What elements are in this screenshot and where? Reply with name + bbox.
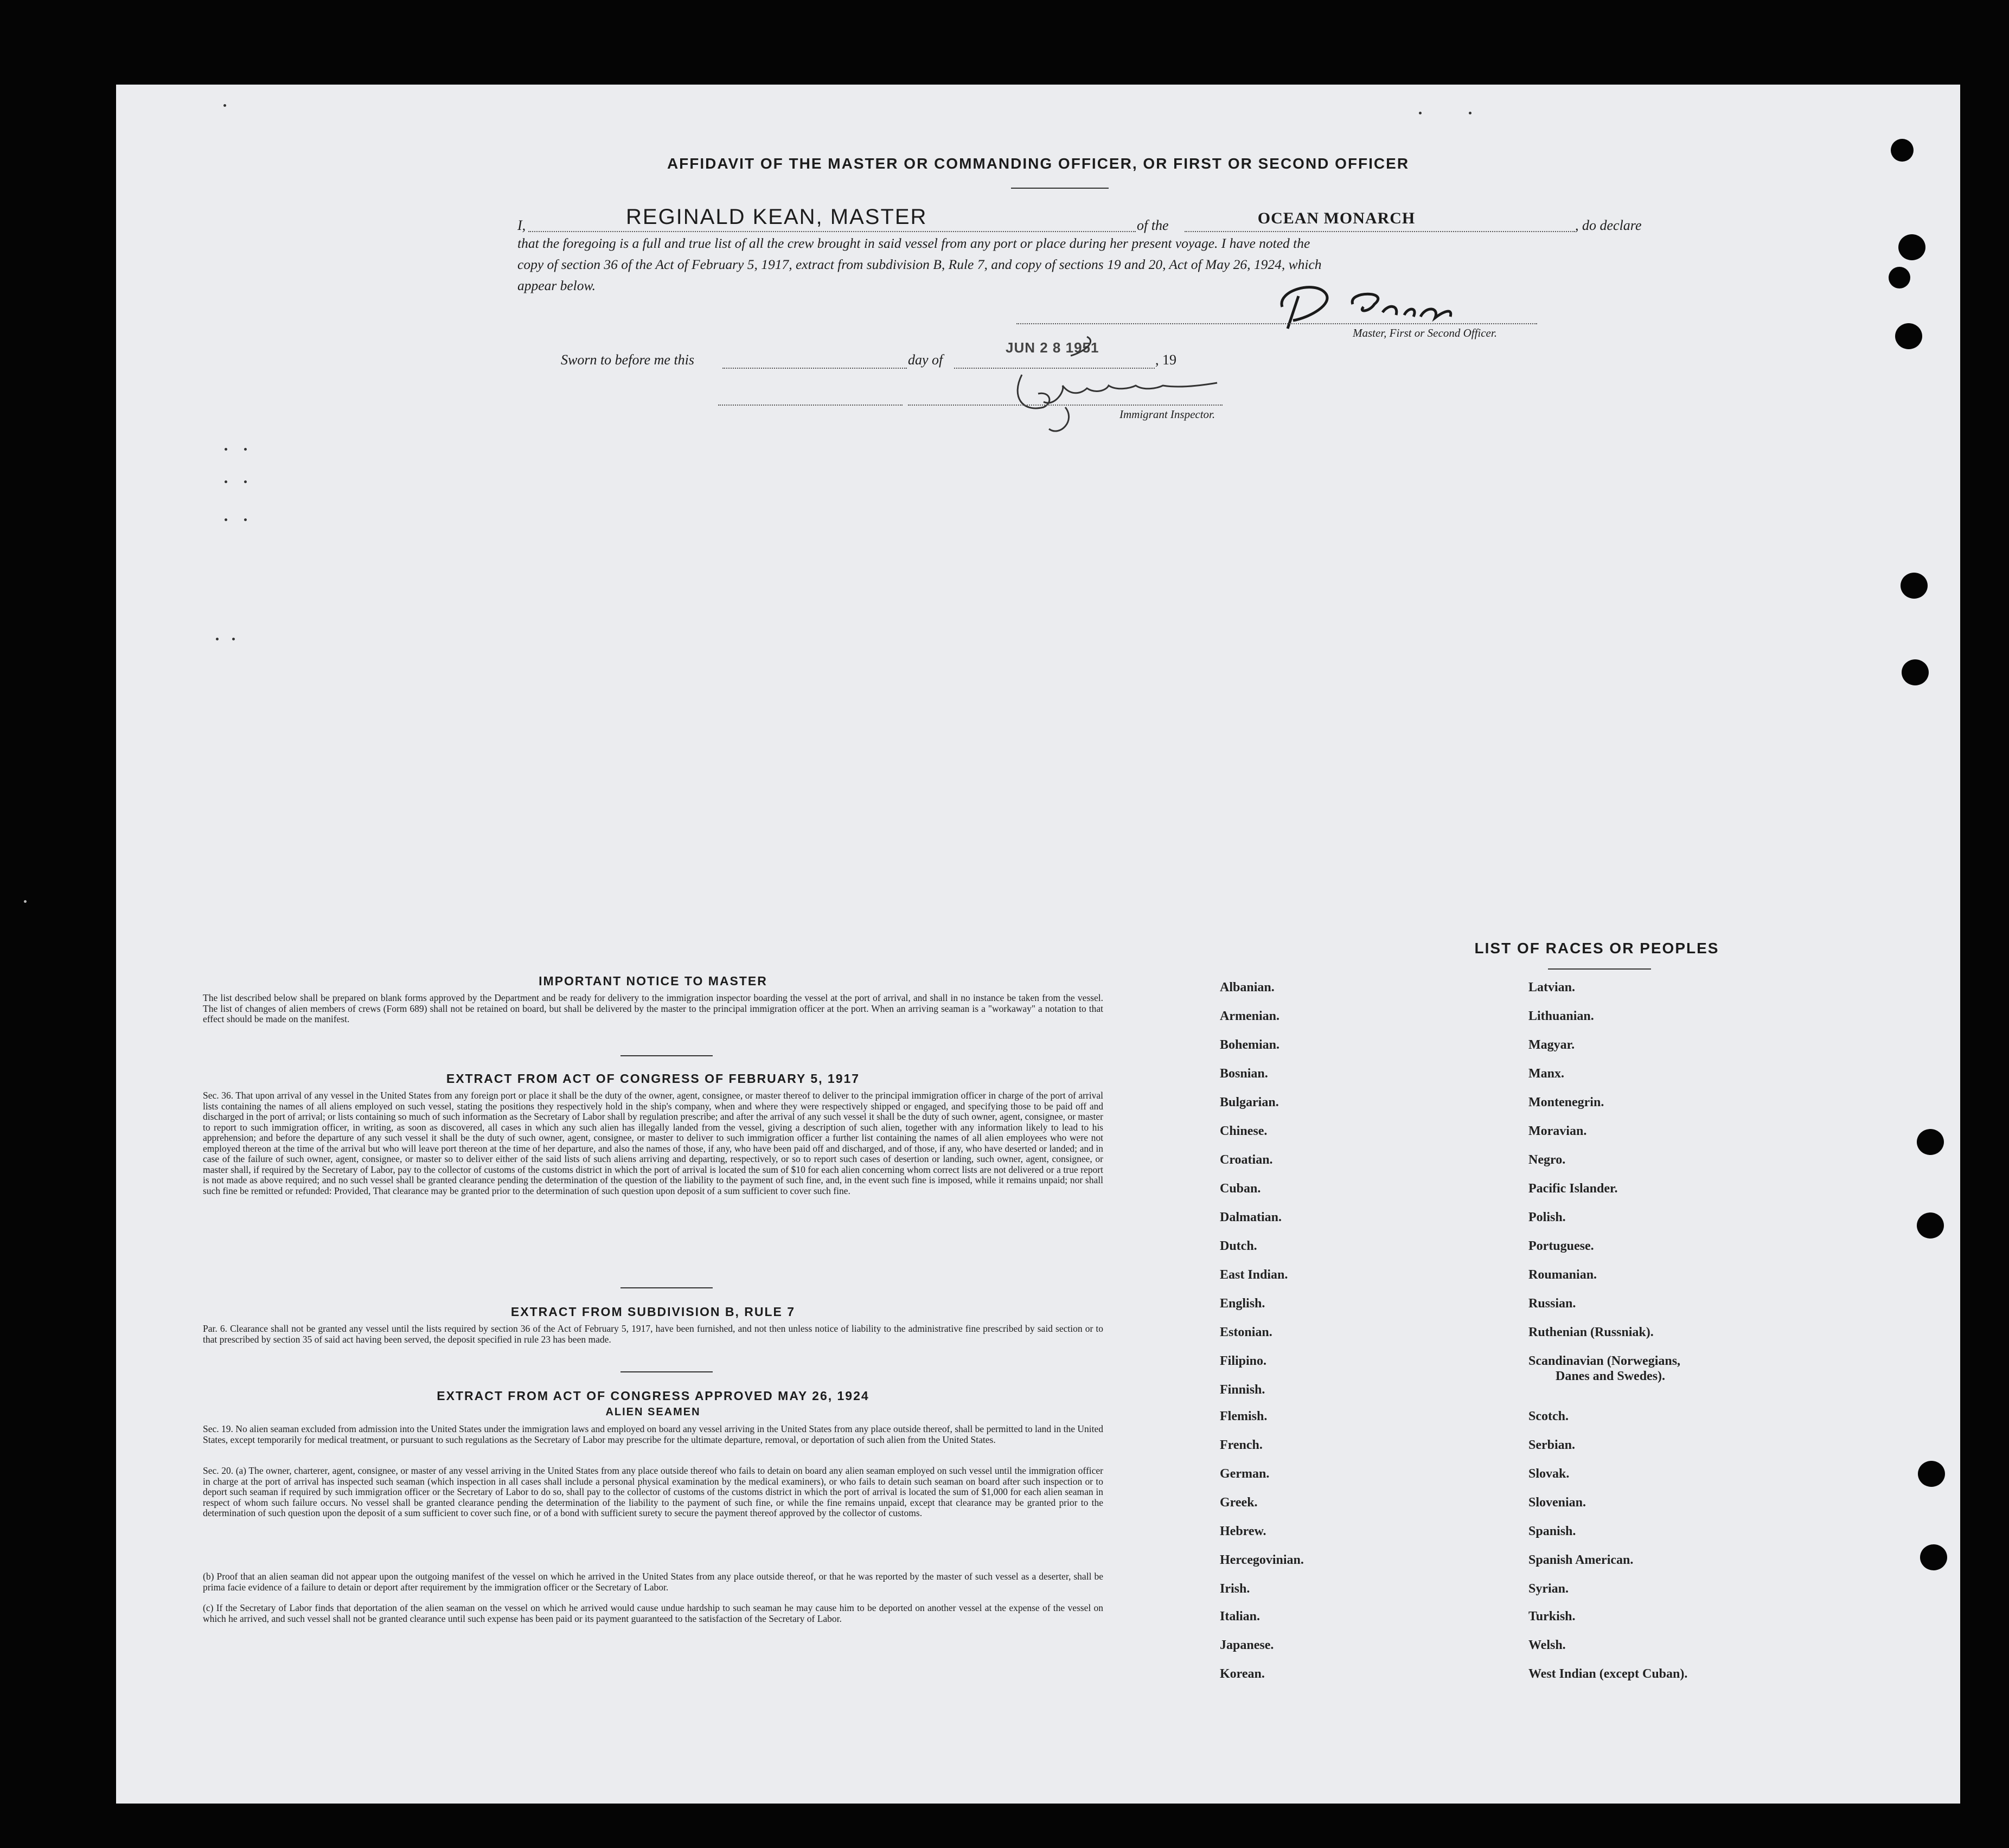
- race-left: Bosnian.: [1220, 1067, 1268, 1081]
- binder-hole: [1918, 1461, 1945, 1487]
- races-divider: [1548, 968, 1651, 970]
- binder-hole: [1902, 659, 1929, 685]
- i-label: I,: [517, 217, 526, 233]
- binder-hole: [1917, 1129, 1944, 1155]
- race-left: Estonian.: [1220, 1325, 1272, 1339]
- race-left: German.: [1220, 1467, 1270, 1481]
- race-left: Korean.: [1220, 1667, 1265, 1681]
- race-left: East Indian.: [1220, 1268, 1288, 1282]
- race-left: Albanian.: [1220, 980, 1275, 994]
- race-right: Russian.: [1528, 1297, 1576, 1311]
- race-right: Pacific Islander.: [1528, 1182, 1618, 1196]
- sec20b-text: (b) Proof that an alien seaman did not appear upon the outgoing manifest of the vessel on which he arrived in the United States from any place outside thereof, or that he was reported by the master of such vessel as a deserter, shall be prima facie evidence of a failure to detain or deport after requirement by the immigration officer or the Secretary of Labor.: [203, 1571, 1103, 1593]
- race-right: Welsh.: [1528, 1638, 1566, 1652]
- race-left: Hebrew.: [1220, 1524, 1266, 1538]
- race-right: Syrian.: [1528, 1582, 1569, 1596]
- sec20c-text: (c) If the Secretary of Labor finds that deportation of the alien seaman on the vessel on which he arrived would cause undue hardship to such seaman he may cause him to be deported on another vessel at the expense of the vessel on which he arrived, and such vessel shall not be granted clearance until such expense has been paid or its payment guaranteed to the satisfaction of the Secretary of Labor.: [203, 1602, 1103, 1624]
- race-left: Flemish.: [1220, 1409, 1268, 1423]
- stray-mark: [223, 104, 226, 107]
- race-right: Slovak.: [1528, 1467, 1570, 1481]
- affidavit-title: AFFIDAVIT OF THE MASTER OR COMMANDING OFFICER, OR FIRST OR SECOND OFFICER: [667, 155, 1410, 172]
- extract-1917-divider: [620, 1287, 713, 1288]
- stray-mark: [225, 480, 227, 483]
- binder-hole: [1917, 1212, 1944, 1239]
- stray-mark: [225, 448, 227, 451]
- race-right: Montenegrin.: [1528, 1095, 1604, 1109]
- race-left: Armenian.: [1220, 1009, 1279, 1023]
- race-left: Finnish.: [1220, 1383, 1265, 1397]
- inspector-line-right: [908, 405, 1223, 406]
- inspector-signature: [1000, 331, 1228, 440]
- race-left: Irish.: [1220, 1582, 1250, 1596]
- race-right: Lithuanian.: [1528, 1009, 1594, 1023]
- year-prefix: , 19: [1155, 352, 1176, 368]
- binder-hole: [1889, 267, 1910, 288]
- binder-hole: [1920, 1544, 1947, 1570]
- stray-mark: [24, 900, 27, 903]
- races-heading: LIST OF RACES OR PEOPLES: [1474, 940, 1719, 957]
- document-page: [116, 85, 1960, 1804]
- race-left: Croatian.: [1220, 1153, 1273, 1167]
- race-left: Bohemian.: [1220, 1038, 1280, 1052]
- stray-mark: [225, 518, 227, 521]
- master-caption: Master, First or Second Officer.: [1353, 326, 1497, 339]
- extract-1917-text: Sec. 36. That upon arrival of any vessel in the United States from any foreign port or place it shall be the duty of the owner, agent, consignee, or master thereof to deliver to the principal immigration officer in charge of the port of arrival lists containing the names of all aliens employed on such vessel, stating the positions they respectively hold in the ship's company, when and where they were respectively shipped or engaged, and specifying those to be paid off and discharged in the port of arrival; or lists containing so much of such information as the Secretary of Labor shall by regulation prescribe; and after the arrival of any such vessel it shall be the duty of such owner, agent, consignee, or master to report to such immigration officer, in writing, as soon as discovered, all cases in which any such alien has illegally landed from the vessel, giving a description of such alien, together with any information likely to lead to his apprehension; and before the departure of any such vessel it shall be the duty of such owner, agent, consignee, or master to deliver to such immigration officer a further list containing the names of all alien employees who were not employed thereon at the time of the arrival but who will leave port thereon at the time of her departure, and also the names of those, if any, who have been paid off and discharged, and of those, if any, who have deserted or landed; and in case of the failure of such owner, agent, consignee, or master so to deliver either of the said lists of such aliens arriving and departing, respectively, or so to report such cases of desertion or landing, such owner, agent, consignee, or master shall, if required by the Secretary of Labor, pay to the collector of customs of the customs district in which the port of arrival is located the sum of $10 for each alien concerning whom correct lists are not delivered or a true report is not made as above required; and no such vessel shall be granted clearance pending the determination of the question of the liability to the payment of such fine, and, in the event such fine is imposed, while it remains unpaid; nor shall such fine be remitted or refunded: Provided, That clearance may be granted prior to the determination of such question upon deposit of a sum sufficient to cover such fine.: [203, 1090, 1103, 1196]
- race-left: Filipino.: [1220, 1354, 1267, 1368]
- race-right: Portuguese.: [1528, 1239, 1594, 1253]
- race-left: Dalmatian.: [1220, 1210, 1282, 1224]
- stray-mark: [244, 448, 247, 451]
- stray-mark: [1419, 112, 1422, 114]
- race-right: Polish.: [1528, 1210, 1566, 1224]
- stray-mark: [232, 638, 235, 640]
- stray-mark: [1469, 112, 1471, 114]
- race-right: Roumanian.: [1528, 1268, 1597, 1282]
- race-left: Dutch.: [1220, 1239, 1257, 1253]
- binder-hole: [1891, 139, 1914, 162]
- vessel-name-line: [1185, 231, 1575, 232]
- extract-1924-heading: EXTRACT FROM ACT OF CONGRESS APPROVED MAY 26, 1924: [437, 1389, 869, 1403]
- title-underline: [1011, 188, 1109, 189]
- sworn-label: Sworn to before me this: [561, 352, 695, 368]
- notice-heading: IMPORTANT NOTICE TO MASTER: [539, 974, 767, 988]
- race-right: Manx.: [1528, 1067, 1564, 1081]
- stray-mark: [216, 638, 219, 640]
- affidavit-line-2: that the foregoing is a full and true list of all the crew brought in said vessel from any port or place during her present voyage. I have noted the: [517, 235, 1310, 251]
- race-left: Greek.: [1220, 1496, 1258, 1510]
- do-declare-label: , do declare: [1575, 217, 1642, 233]
- race-right: Magyar.: [1528, 1038, 1575, 1052]
- race-right: Latvian.: [1528, 980, 1576, 994]
- race-left: Japanese.: [1220, 1638, 1274, 1652]
- race-left: English.: [1220, 1297, 1265, 1311]
- binder-hole: [1895, 323, 1922, 349]
- race-left: Chinese.: [1220, 1124, 1268, 1138]
- extract-1917-heading: EXTRACT FROM ACT OF CONGRESS OF FEBRUARY 5, 1917: [446, 1071, 860, 1086]
- race-right: Moravian.: [1528, 1124, 1587, 1138]
- day-of-label: day of: [908, 352, 943, 368]
- binder-hole: [1901, 573, 1928, 599]
- of-the-label: of the: [1137, 217, 1169, 233]
- notice-divider: [620, 1055, 713, 1056]
- sec20a-text: Sec. 20. (a) The owner, charterer, agent, consignee, or master of any vessel arriving in the United States from any place outside thereof who fails to detain on board any alien seaman employed on such vessel until the immigration officer in charge at the port of arrival has inspected such seaman (which inspection in all cases shall include a personal physical examination by the medical examiners), or who fails to detain such seaman on board after such inspection or to deport such seaman if required by such immigration officer or the Secretary of Labor to do so, shall pay to the collector of customs of the customs district in which the port of arrival is located the sum of $1,000 for each alien seaman in respect of whom such failure occurs. No vessel shall be granted clearance pending the determination of the liability to the payment of such fine, or while the fine remains unpaid, except that clearance may be granted prior to the determination of such question upon the deposit of a sum sufficient to cover such fine, or of a bond with sufficient surety to secure the payment thereof approved by the collector of customs.: [203, 1465, 1103, 1518]
- race-right: Scandinavian (Norwegians,: [1528, 1354, 1681, 1368]
- race-left: Cuban.: [1220, 1182, 1261, 1196]
- sec19-text: Sec. 19. No alien seaman excluded from admission into the United States under the immigration laws and employed on board any vessel arriving in the United States from any place outside thereof, shall be permitted to land in the United States, except temporarily for medical treatment, or pursuant to such regulations as the Secretary of Labor may prescribe for the ultimate departure, removal, or deportation of such alien from the United States.: [203, 1423, 1103, 1445]
- race-right: Serbian.: [1528, 1438, 1576, 1452]
- race-right: Spanish American.: [1528, 1553, 1634, 1567]
- inspector-caption: Immigrant Inspector.: [1119, 408, 1215, 421]
- affidavit-line-4: appear below.: [517, 278, 596, 293]
- stray-mark: [244, 480, 247, 483]
- race-right: Negro.: [1528, 1153, 1566, 1167]
- binder-hole: [1898, 234, 1925, 260]
- race-right: Spanish.: [1528, 1524, 1576, 1538]
- master-signature: [1266, 274, 1505, 334]
- race-right: Ruthenian (Russniak).: [1528, 1325, 1654, 1339]
- race-right: West Indian (except Cuban).: [1528, 1667, 1688, 1681]
- vessel-name: OCEAN MONARCH: [1257, 209, 1416, 227]
- alien-seamen-subheading: ALIEN SEAMEN: [605, 1406, 701, 1418]
- race-right: Danes and Swedes).: [1556, 1369, 1666, 1383]
- race-left: Italian.: [1220, 1609, 1261, 1624]
- rule7-text: Par. 6. Clearance shall not be granted any vessel until the lists required by section 36 of the Act of February 5, 1917, have been furnished, and not then unless notice of liability to the administrative fine prescribed by said section or to that prescribed by section 35 of said act having been served, the deposit specified in rule 23 has been made.: [203, 1323, 1103, 1345]
- rule7-heading: EXTRACT FROM SUBDIVISION B, RULE 7: [510, 1305, 796, 1319]
- date-stamp: JUN 2 8 1951: [1006, 339, 1099, 356]
- race-left: Hercegovinian.: [1220, 1553, 1304, 1567]
- notice-text: The list described below shall be prepared on blank forms approved by the Department and be ready for delivery to the immigration inspector boarding the vessel at the port of arrival, and shall in no instance be taken from the vessel. The list of changes of alien members of crews (Form 689) shall not be retained on board, but shall be delivered by the master to the principal immigration officer at the port. When an arriving seaman is a "workaway" a notation to that effect should be made on the manifest.: [203, 992, 1103, 1024]
- rule7-divider: [620, 1371, 713, 1372]
- race-right: Slovenian.: [1528, 1496, 1586, 1510]
- affidavit-line-3: copy of section 36 of the Act of February 5, 1917, extract from subdivision B, Rule 7, and copy of sections 19 and 20, Act of May 26, 1924, which: [517, 256, 1322, 272]
- race-right: Scotch.: [1528, 1409, 1569, 1423]
- master-signature-line: [1016, 323, 1537, 324]
- inspector-line-left: [718, 405, 903, 406]
- stray-mark: [244, 518, 247, 521]
- race-left: French.: [1220, 1438, 1263, 1452]
- master-name: REGINALD KEAN, MASTER: [626, 205, 927, 229]
- race-right: Turkish.: [1528, 1609, 1576, 1624]
- race-left: Bulgarian.: [1220, 1095, 1279, 1109]
- sworn-day-line: [722, 368, 907, 369]
- master-name-line: [528, 231, 1136, 232]
